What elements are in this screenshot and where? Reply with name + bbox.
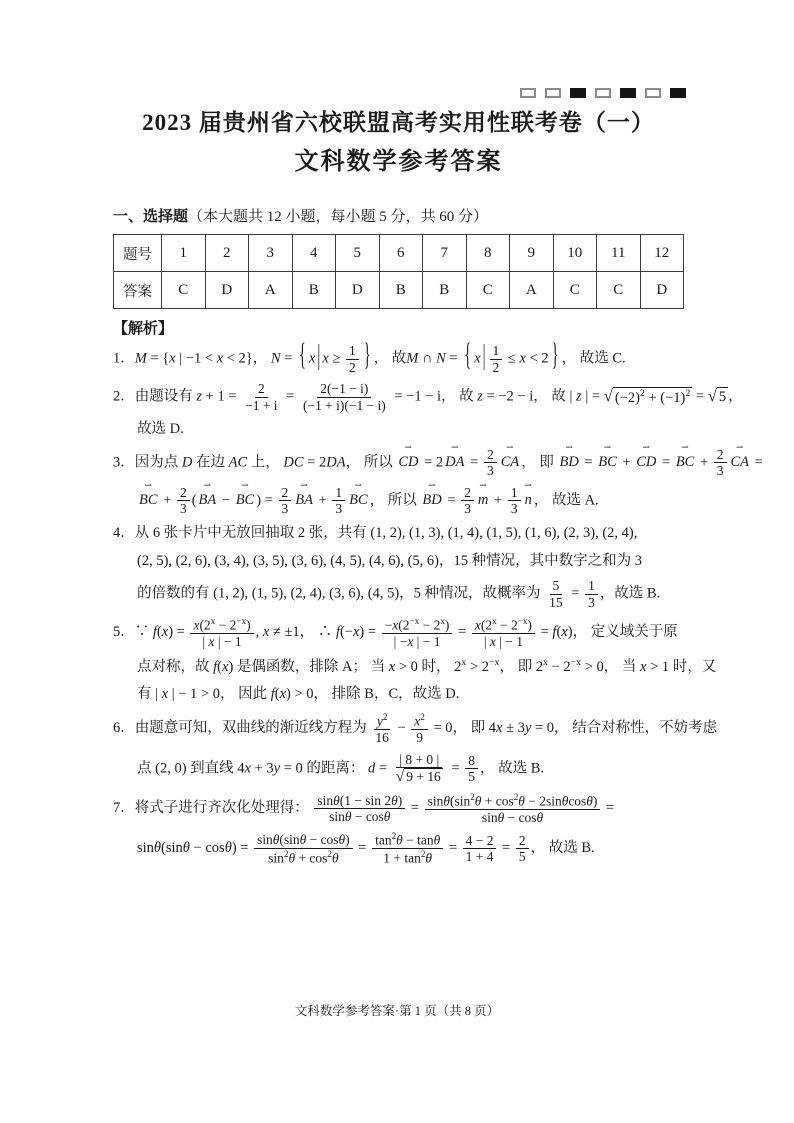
solution-item-4	[113, 523, 684, 611]
row-header-question-number: 题号	[114, 235, 162, 272]
vector: ⇀ CA	[730, 442, 750, 471]
fraction: $\frac{\sin\theta(1 - \sin 2\theta)}{\sin\theta - \cos\theta}$	[314, 793, 405, 825]
radical: √ $(-2)^2 + (-1)^2$	[603, 386, 691, 406]
fraction: $\frac{\sin\theta(\sin^2\theta + \cos^2\theta - 2\sin\theta\cos\theta)}{\sin\theta - \cos\theta}$	[425, 792, 601, 825]
question-number-cell: 12	[640, 235, 684, 272]
fraction: $\frac{2(-1 - i)}{(-1 + i)(-1 - i)}$	[302, 381, 386, 413]
question-number-cell: 3	[249, 235, 293, 272]
corner-registration-marks	[520, 88, 686, 98]
solution-line: (2, 5), (2, 6), (3, 4), (3, 5), (3, 6), (4, 5), (4, 6), (5, 6)，15 种情况，其中数字之和为 3	[137, 552, 643, 569]
answer-cell: C	[466, 272, 510, 309]
fraction: $\frac{\tan^2\theta - \tan\theta}{1 + \tan^2\theta}$	[372, 831, 443, 866]
solution-line: 点对称，故 f(x) 是偶函数，排除 A； 当 x > 0 时， $2^x > 2^{-x}$， 即 $2^x - 2^{-x} > 0$， 当 x > 1 时，又	[137, 656, 717, 675]
answer-cell: A	[249, 272, 293, 309]
fraction: $\frac{2}{3}$	[714, 447, 727, 479]
fraction: $\frac{8}{5}$	[465, 753, 478, 785]
corner-square-outline	[545, 88, 561, 98]
vector: ⇀ BC	[675, 442, 695, 471]
fraction: $\frac{-x(2^{-x} - 2^x)}{| -x | - 1}$	[382, 616, 453, 649]
vector: ⇀ BC	[139, 480, 158, 509]
solution-line: 6．由题意可知，双曲线的渐近线方程为 $\frac{y^2}{16}$ − $\frac{x^2}{9}$ = 0， 即 4x ± 3y = 0， 结合对称性，不妨考虑	[113, 712, 718, 746]
vector: ⇀ BA	[295, 480, 313, 509]
fraction: $\frac{1}{2}$	[346, 343, 359, 375]
corner-square-outline	[595, 88, 611, 98]
answer-cell: B	[292, 272, 336, 309]
solution-line: 4．从 6 张卡片中无放回抽取 2 张，共有 (1, 2), (1, 3), (1, 4), (1, 5), (1, 6), (2, 3), (2, 4),	[113, 524, 638, 541]
solution-item-3	[113, 442, 763, 517]
vector: ⇀ BC	[598, 442, 617, 471]
solution-line: 5．∵ f(x) = $\frac{x(2^x - 2^{-x})}{| x | - 1}$ , x ≠ ±1， ∴ f(−x) = $\frac{-x(2^{-x} - 2^x)}{| -x | - 1}$ = $\frac{x(2^x - 2^{-x})}{| x | - 1}$ = f(x)， 定义域关于原	[113, 616, 678, 650]
fraction: $\frac{1}{3}$	[508, 485, 521, 517]
corner-square-filled	[570, 88, 586, 98]
fraction: $\frac{\sin\theta(\sin\theta - \cos\theta)}{\sin^2\theta + \cos^2\theta}$	[254, 832, 353, 865]
solutions-list	[113, 338, 763, 866]
answer-cell: D	[336, 272, 380, 309]
corner-square-outline	[520, 88, 536, 98]
vector: ⇀ DA	[445, 442, 465, 471]
page-footer: 文科数学参考答案·第 1 页（共 8 页）	[294, 1004, 500, 1018]
analysis-label: 【解析】	[113, 320, 174, 337]
solution-item-5	[113, 616, 717, 706]
answer-cell: D	[205, 272, 249, 309]
answer-cell: B	[423, 272, 467, 309]
vector: ⇀ m	[477, 480, 489, 509]
fraction: $\frac{1}{3}$	[585, 578, 598, 610]
solution-line: ⇀ BC + $\frac{2}{3}$ ( ⇀ BA − ⇀ BC ) = $\frac{2}{3}$ ⇀ BA + $\frac{1}{3}$ ⇀ BC ， 所以 ⇀ BD = $\frac{2}{3}$ ⇀ m + $\frac{1}{3}$ ⇀ n ， 故选 A.	[139, 480, 599, 517]
document-subtitle: 文科数学参考答案	[294, 149, 503, 175]
vector: ⇀ CD	[636, 442, 657, 471]
fraction: $\frac{x(2^x - 2^{-x})}{| x | - 1}$	[472, 616, 535, 649]
section-heading	[113, 206, 684, 228]
question-number-cell: 8	[466, 235, 510, 272]
answer-cell: C	[162, 272, 206, 309]
vector: ⇀ BD	[559, 442, 579, 471]
corner-square-filled	[620, 88, 636, 98]
corner-square-outline	[645, 88, 661, 98]
fraction: $\frac{2}{3}$	[461, 485, 474, 517]
question-number-cell: 1	[162, 235, 206, 272]
question-number-cell: 9	[510, 235, 554, 272]
solution-line: 故选 D.	[137, 421, 184, 437]
fraction: $\frac{1}{2}$	[490, 343, 503, 375]
solution-line: 点 (2, 0) 到直线 4x + 3y = 0 的距离： d = | 8 + 0 | √ 9 + 16 = $\frac{8}{5}$ ， 故选 B.	[137, 751, 545, 786]
solution-line: 7．将式子进行齐次化处理得： $\frac{\sin\theta(1 - \sin 2\theta)}{\sin\theta - \cos\theta}$ = $\frac{\sin\theta(\sin^2\theta + \cos^2\theta - 2\sin\theta\cos\theta)}{\sin\theta - \cos\theta}$ =	[113, 791, 615, 825]
corner-square-filled	[670, 88, 686, 98]
fraction: $\frac{x^2}{9}$	[411, 712, 428, 745]
solution-line: 3．因为点 D 在边 AC 上， DC = 2DA， 所以 ⇀ CD = 2 ⇀ DA = $\frac{2}{3}$ ⇀ CA ， 即 ⇀ BD = ⇀ BC + ⇀ CD = ⇀ BC + $\frac{2}{3}$ ⇀ CA =	[113, 442, 763, 479]
solution-line: 1．M = {x | −1 < x < 2}， N = { x | x ≥ $\frac{1}{2}$ } ， 故M ∩ N = { x | $\frac{1}{2}$ ≤ x < 2 } ， 故选 C.	[113, 338, 626, 375]
answer-table	[113, 234, 684, 309]
answer-cell: C	[553, 272, 597, 309]
fraction: $\frac{2}{3}$	[177, 485, 190, 517]
answer-table-row-answers	[114, 272, 684, 309]
vector: ⇀ n	[524, 480, 532, 509]
section-heading-note: （本大题共 12 小题，每小题 5 分，共 60 分）	[188, 209, 489, 225]
answer-cell: C	[597, 272, 641, 309]
fraction: $\frac{2}{3}$	[484, 447, 497, 479]
fraction: $\frac{y^2}{16}$	[375, 712, 389, 746]
answer-table-row-numbers	[114, 235, 684, 272]
fraction: $\frac{4 - 2}{1 + 4}$	[463, 833, 497, 865]
fraction: | 8 + 0 | √ 9 + 16	[395, 751, 441, 786]
solution-line: 有 | x | − 1 > 0， 因此 f(x) > 0， 排除 B，C，故选 D.	[137, 686, 460, 703]
fraction: $\frac{5}{15}$	[549, 578, 563, 610]
solution-item-7	[113, 792, 684, 866]
fraction: $\frac{2}{-1 + i}$	[245, 381, 278, 413]
question-number-cell: 2	[205, 235, 249, 272]
question-number-cell: 7	[423, 235, 467, 272]
solution-item-1	[113, 338, 684, 375]
section-heading-label: 一、选择题	[113, 208, 189, 225]
solution-item-6	[113, 712, 718, 786]
document-title: 2023 届贵州省六校联盟高考实用性联考卷（一）	[142, 110, 655, 135]
fraction: $\frac{x(2^x - 2^{-x})}{| x | - 1}$	[190, 616, 253, 649]
vector: ⇀ BD	[422, 480, 442, 509]
question-number-cell: 11	[597, 235, 641, 272]
answer-cell: A	[510, 272, 554, 309]
vector: ⇀ CD	[398, 442, 419, 471]
answer-cell: B	[379, 272, 423, 309]
solution-line: sinθ(sinθ − cosθ) = $\frac{\sin\theta(\sin\theta - \cos\theta)}{\sin^2\theta + \cos^2\theta}$ = $\frac{\tan^2\theta - \tan\theta}{1 + \tan^2\theta}$ = $\frac{4 - 2}{1 + 4}$ = $\frac{2}{5}$ ， 故选 B.	[137, 831, 595, 866]
solution-line: 2．由题设有 z + 1 = $\frac{2}{-1 + i}$ = $\frac{2(-1 - i)}{(-1 + i)(-1 - i)}$ = −1 − i， 故 z = −2 − i， 故 | z | = √ $(-2)^2 + (-1)^2$ = √ 5 ，	[113, 381, 743, 413]
fraction: $\frac{2}{5}$	[516, 833, 529, 865]
question-number-cell: 10	[553, 235, 597, 272]
question-number-cell: 4	[292, 235, 336, 272]
solution-line: 的倍数的有 (1, 2), (1, 5), (2, 4), (3, 6), (4, 5)，5 种情况，故概率为 $\frac{5}{15}$ = $\frac{1}{3}$ ，故选 B.	[137, 578, 661, 610]
fraction: $\frac{1}{3}$	[332, 485, 345, 517]
answer-cell: D	[640, 272, 684, 309]
vector: ⇀ BC	[349, 480, 368, 509]
vector: ⇀ BC	[235, 480, 255, 509]
question-number-cell: 5	[336, 235, 380, 272]
fraction: $\frac{2}{3}$	[279, 485, 292, 517]
radical: √ 9 + 16	[395, 768, 441, 786]
question-number-cell: 6	[379, 235, 423, 272]
radical: √ 5	[707, 386, 727, 406]
row-header-answer: 答案	[114, 272, 162, 309]
solution-item-2	[113, 381, 743, 441]
vector: ⇀ BA	[198, 480, 217, 509]
vector: ⇀ CA	[500, 442, 520, 471]
